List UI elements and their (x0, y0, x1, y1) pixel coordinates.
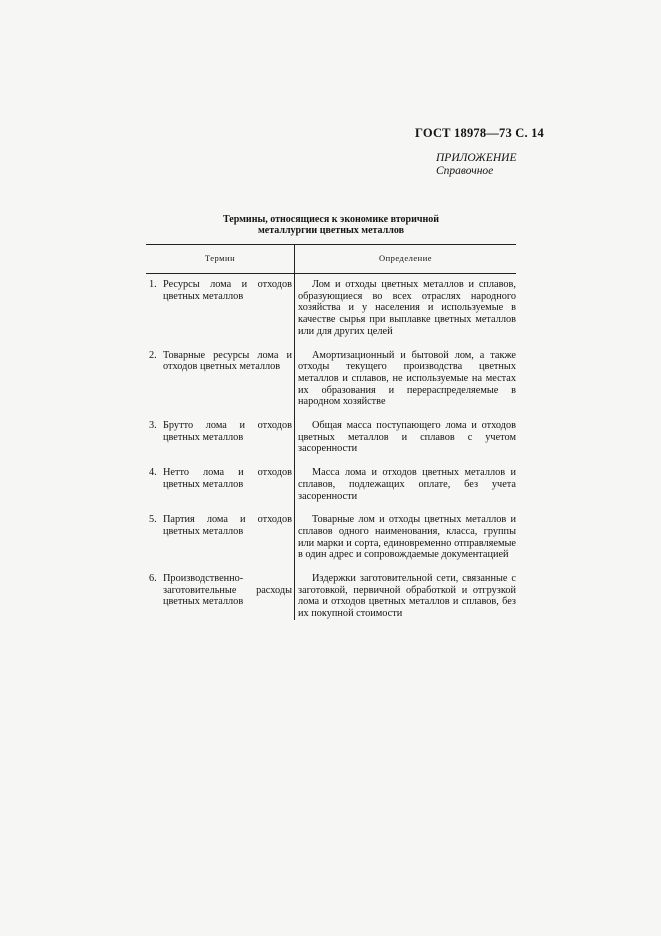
definition-cell: Издержки заготовительной сети, связанные с заготовкой, первичной обработкой и отгрузкой лома и отходов цветных металлов и сплавов, без их покупной стоимости (298, 573, 516, 620)
term-cell (146, 514, 295, 573)
term-number: 5. (149, 514, 157, 526)
term-text: Нетто лома и отходов цветных металлов (163, 467, 292, 490)
term-text: Товарные ресурсы лома и отходов цветных металлов (163, 349, 292, 373)
term-number: 4. (149, 467, 157, 479)
definition-cell: Общая масса поступающего лома и отходов цветных металлов и сплавов с учетом засоренности (298, 420, 516, 455)
appendix-label (436, 152, 516, 178)
definition-cell: Масса лома и отходов цветных металлов и сплавов, подлежащих оплате, без учета засоренности (298, 467, 516, 502)
table-row (146, 573, 516, 620)
appendix-title: ПРИЛОЖЕНИЕ (436, 152, 517, 164)
term-cell (146, 420, 295, 467)
table-title-line1: Термины, относящиеся к экономике вторичной (222, 214, 439, 225)
term-number: 3. (149, 420, 157, 432)
definition-cell: Лом и отходы цветных металлов и сплавов, образующиеся во всех отраслях народного хозяйства и у населения и используемые в качестве сырья при выплавке цветных металлов или для других целей (298, 279, 516, 337)
table-row (146, 274, 516, 350)
term-number: 2. (149, 349, 157, 361)
term-cell (146, 274, 295, 350)
definition-cell: Амортизационный и бытовой лом, а также отходы текущего производства цветных металлов и сплавов, не используемые на местах их образования и перераспределяемые в народном хозяйстве (298, 349, 516, 408)
term-text: Производственно-заготовительные расходы цветных металлов (163, 573, 292, 608)
table-header-row (146, 245, 516, 274)
definition-cell: Товарные лом и отходы цветных металлов и сплавов одного наименования, класса, группы или марки и сорта, единовременно отправляемые в один адрес и сопровождаемые документацией (298, 514, 516, 561)
column-header-term: Термин (146, 245, 295, 274)
table-row (146, 514, 516, 573)
term-number: 6. (149, 573, 157, 585)
term-text: Ресурсы лома и отходов цветных металлов (163, 279, 292, 302)
table-title-line2: металлургии цветных металлов (257, 225, 405, 236)
table-row (146, 467, 516, 514)
term-text: Брутто лома и отходов цветных металлов (163, 420, 292, 443)
term-cell (146, 573, 295, 620)
page-header-standard: ГОСТ 18978—73 С. 14 (415, 126, 544, 140)
table-row (146, 420, 516, 467)
term-number: 1. (149, 279, 157, 290)
term-cell (146, 467, 295, 514)
column-header-definition: Определение (295, 245, 517, 274)
terms-table (146, 244, 516, 620)
table-row (146, 350, 516, 421)
appendix-subtitle: Справочное (436, 165, 494, 177)
table-title (146, 214, 516, 236)
term-text: Партия лома и отходов цветных металлов (163, 514, 292, 537)
term-cell (146, 350, 295, 421)
